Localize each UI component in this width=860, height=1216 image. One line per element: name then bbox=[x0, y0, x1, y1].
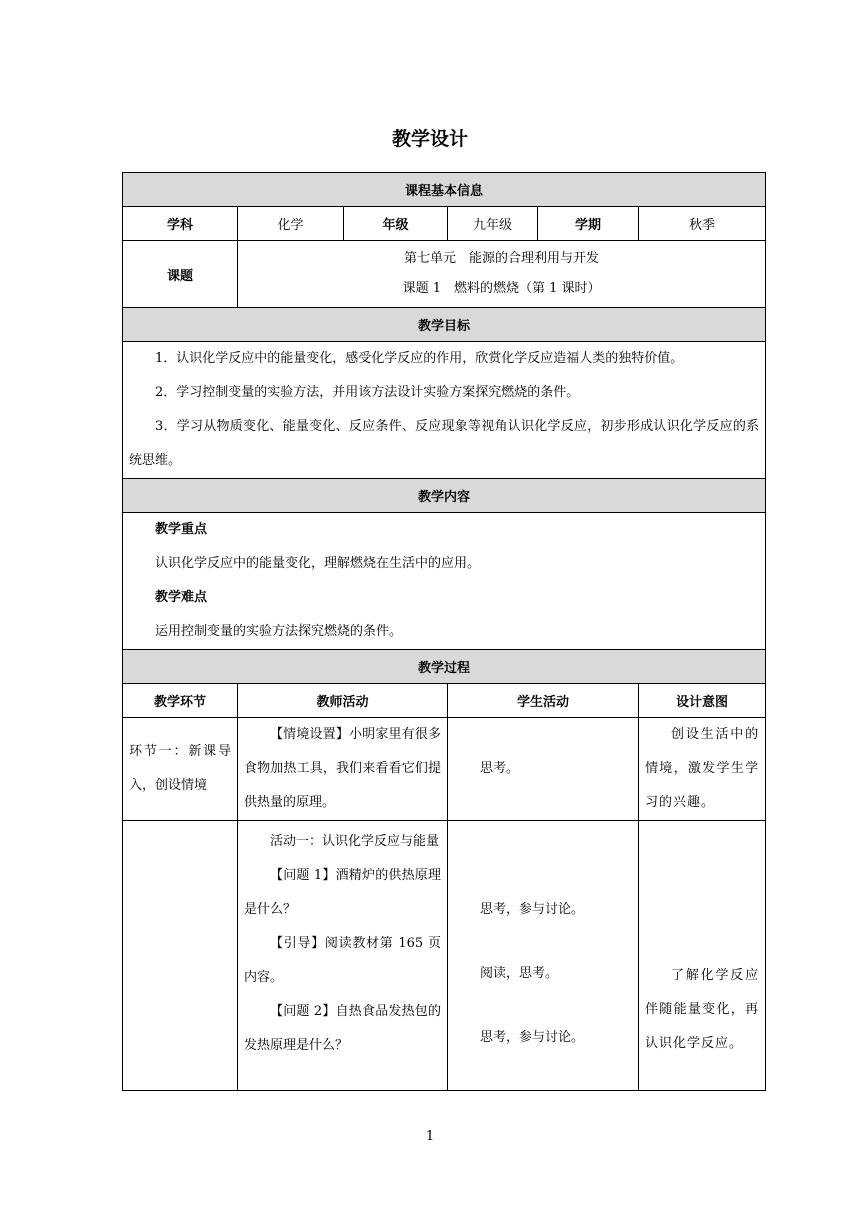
row2-teacher bbox=[238, 821, 448, 1091]
row2-teacher-line-1: 活动一：认识化学反应与能量 bbox=[270, 834, 440, 849]
col-header-stage: 教学环节 bbox=[123, 684, 238, 718]
process-row-2 bbox=[123, 821, 766, 1091]
row1-intent-text: 创设生活中的情境，激发学生学习的兴趣。 bbox=[645, 727, 760, 810]
col-header-student: 学生活动 bbox=[448, 684, 639, 718]
row2-student-line-2: 阅读，思考。 bbox=[480, 966, 559, 981]
objectives-row bbox=[123, 342, 766, 479]
content-title: 教学内容 bbox=[123, 479, 766, 513]
document-title: 教学设计 bbox=[391, 128, 468, 150]
row2-teacher-line-4: 【问题 2】自热食品发热包的发热原理是什么？ bbox=[244, 1004, 441, 1053]
term-value: 秋季 bbox=[639, 207, 766, 241]
objective-3: 3．学习从物质变化、能量变化、反应条件、反应现象等视角认识化学反应，初步形成认识化学反应的系统思维。 bbox=[129, 419, 760, 468]
grade-value: 九年级 bbox=[448, 207, 538, 241]
basic-info-header-row bbox=[123, 173, 766, 207]
lesson-plan-table bbox=[122, 172, 766, 1091]
content-row bbox=[123, 513, 766, 650]
row2-teacher-line-3: 【引导】阅读教材第 165 页内容。 bbox=[244, 936, 441, 985]
content-cell bbox=[123, 513, 766, 650]
objectives-cell bbox=[123, 342, 766, 479]
grade-label: 年级 bbox=[344, 207, 448, 241]
difficulty-text: 运用控制变量的实验方法探究燃烧的条件。 bbox=[155, 624, 403, 639]
row2-student bbox=[448, 821, 639, 1091]
topic-row bbox=[123, 241, 766, 308]
objectives-header-row bbox=[123, 308, 766, 342]
row2-student-line-1: 思考，参与讨论。 bbox=[480, 902, 585, 917]
term-label: 学期 bbox=[538, 207, 639, 241]
row2-teacher-line-2: 【问题 1】酒精炉的供热原理是什么？ bbox=[244, 868, 441, 917]
row2-student-line-3: 思考，参与讨论。 bbox=[480, 1030, 585, 1045]
process-row-1 bbox=[123, 718, 766, 821]
topic-line-2: 课题 1 燃料的燃烧（第 1 课时） bbox=[402, 281, 601, 296]
row1-teacher-text: 【情境设置】小明家里有很多食物加热工具，我们来看看它们提供热量的原理。 bbox=[244, 727, 441, 810]
row1-intent bbox=[639, 718, 766, 821]
row1-teacher bbox=[238, 718, 448, 821]
topic-label: 课题 bbox=[123, 241, 238, 308]
row2-stage bbox=[123, 821, 238, 1091]
subject-value: 化学 bbox=[238, 207, 344, 241]
row1-student-text: 思考。 bbox=[480, 761, 520, 776]
process-columns-row bbox=[123, 684, 766, 718]
row1-stage: 环节一：新课导入，创设情境 bbox=[123, 718, 238, 821]
topic-line-1: 第七单元 能源的合理利用与开发 bbox=[404, 251, 600, 266]
row2-intent-text: 了解化学反应伴随能量变化，再认识化学反应。 bbox=[645, 968, 760, 1051]
key-point-label: 教学重点 bbox=[155, 522, 208, 537]
topic-value bbox=[238, 241, 766, 308]
objectives-title: 教学目标 bbox=[123, 308, 766, 342]
process-header-row bbox=[123, 650, 766, 684]
objective-1: 1．认识化学反应中的能量变化，感受化学反应的作用，欣赏化学反应造福人类的独特价值。 bbox=[155, 351, 684, 366]
content-header-row bbox=[123, 479, 766, 513]
subject-label: 学科 bbox=[123, 207, 238, 241]
basic-info-title: 课程基本信息 bbox=[123, 173, 766, 207]
col-header-teacher: 教师活动 bbox=[238, 684, 448, 718]
row1-student bbox=[448, 718, 639, 821]
row2-intent bbox=[639, 821, 766, 1091]
page-number: 1 bbox=[425, 1129, 435, 1144]
subject-row bbox=[123, 207, 766, 241]
process-title: 教学过程 bbox=[123, 650, 766, 684]
difficulty-label: 教学难点 bbox=[155, 590, 208, 605]
col-header-intent: 设计意图 bbox=[639, 684, 766, 718]
objective-2: 2．学习控制变量的实验方法，并用该方法设计实验方案探究燃烧的条件。 bbox=[155, 385, 580, 400]
key-point-text: 认识化学反应中的能量变化，理解燃烧在生活中的应用。 bbox=[155, 556, 481, 571]
